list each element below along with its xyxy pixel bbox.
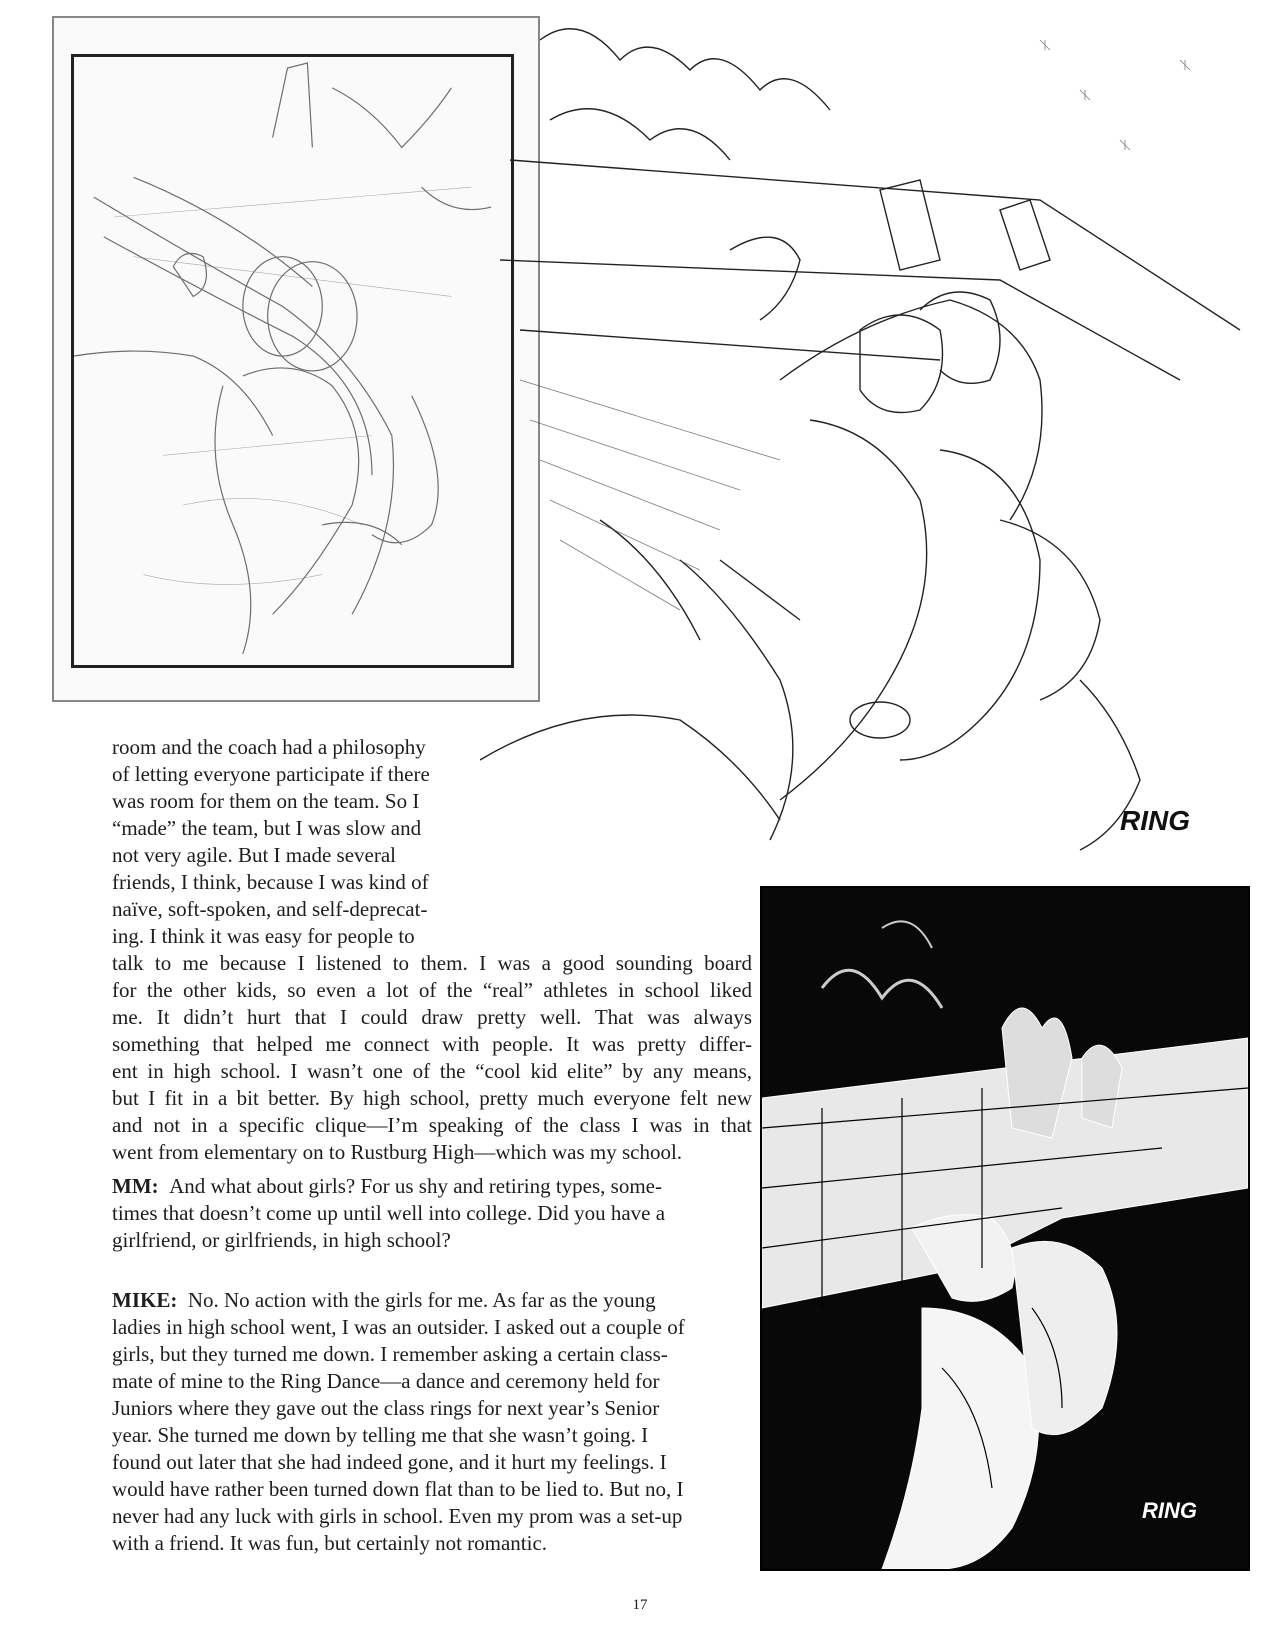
text-line: went from elementary on to Rustburg High—which was my school. bbox=[112, 1140, 683, 1164]
speaker-label-mm: MM: bbox=[112, 1174, 159, 1198]
text-line: girlfriend, or girlfriends, in high school? bbox=[112, 1228, 451, 1252]
text-line: “made” the team, but I was slow and bbox=[112, 816, 422, 840]
text-line: And what about girls? For us shy and retiring types, some- bbox=[169, 1174, 662, 1198]
text-line: me. It didn’t hurt that I could draw pretty well. That was always bbox=[112, 1005, 752, 1029]
page-number: 17 bbox=[632, 1597, 648, 1613]
text-line: ent in high school. I wasn’t one of the “cool kid elite” by any means, bbox=[112, 1059, 752, 1083]
inked-embrace-drawing bbox=[762, 888, 1248, 1569]
inked-illustration-panel bbox=[760, 886, 1250, 1571]
text-line: for the other kids, so even a lot of the “real” athletes in school liked bbox=[112, 978, 752, 1002]
pencil-sketch-illustration bbox=[74, 57, 511, 665]
text-line: No. No action with the girls for me. As far as the young bbox=[187, 1288, 656, 1312]
sketch-border bbox=[71, 54, 514, 668]
embracing-heroes-drawing bbox=[480, 0, 1280, 880]
pencil-sketch-panel bbox=[52, 16, 540, 702]
text-line: with a friend. It was fun, but certainly not romantic. bbox=[112, 1531, 548, 1555]
text-line: year. She turned me down by telling me that she wasn’t going. I bbox=[112, 1423, 649, 1447]
interview-answer-mike bbox=[112, 1287, 752, 1557]
text-line: never had any luck with girls in school. Even my prom was a set-up bbox=[112, 1504, 683, 1528]
text-line: and not in a specific clique—I’m speaking of the class I was in that bbox=[112, 1113, 752, 1137]
large-pencil-illustration bbox=[480, 0, 1280, 880]
text-line: room and the coach had a philosophy bbox=[112, 735, 426, 759]
narrative-narrow-column bbox=[112, 734, 452, 950]
text-line: girls, but they turned me down. I remember asking a certain class- bbox=[112, 1342, 668, 1366]
speaker-label-mike: MIKE: bbox=[112, 1288, 178, 1312]
text-line: ing. I think it was easy for people to bbox=[112, 924, 415, 948]
artist-signature-ink: RING bbox=[1142, 1498, 1197, 1523]
narrative-wide-column bbox=[112, 950, 752, 1166]
interview-question-mm bbox=[112, 1173, 752, 1254]
artist-signature-large: RING bbox=[1120, 805, 1190, 836]
text-line: Juniors where they gave out the class rings for next year’s Senior bbox=[112, 1396, 660, 1420]
text-line: ladies in high school went, I was an outsider. I asked out a couple of bbox=[112, 1315, 685, 1339]
text-line: naïve, soft-spoken, and self-deprecat- bbox=[112, 897, 428, 921]
text-line: talk to me because I listened to them. I was a good sounding board bbox=[112, 951, 752, 975]
text-line: friends, I think, because I was kind of bbox=[112, 870, 429, 894]
text-line: something that helped me connect with people. It was pretty differ- bbox=[112, 1032, 752, 1056]
text-line: but I fit in a bit better. By high school, pretty much everyone felt new bbox=[112, 1086, 752, 1110]
text-line: of letting everyone participate if there bbox=[112, 762, 430, 786]
text-line: was room for them on the team. So I bbox=[112, 789, 420, 813]
text-line: times that doesn’t come up until well into college. Did you have a bbox=[112, 1201, 666, 1225]
text-line: would have rather been turned down flat than to be lied to. But no, I bbox=[112, 1477, 684, 1501]
text-line: found out later that she had indeed gone, and it hurt my feelings. I bbox=[112, 1450, 667, 1474]
text-line: not very agile. But I made several bbox=[112, 843, 396, 867]
text-line: mate of mine to the Ring Dance—a dance and ceremony held for bbox=[112, 1369, 660, 1393]
